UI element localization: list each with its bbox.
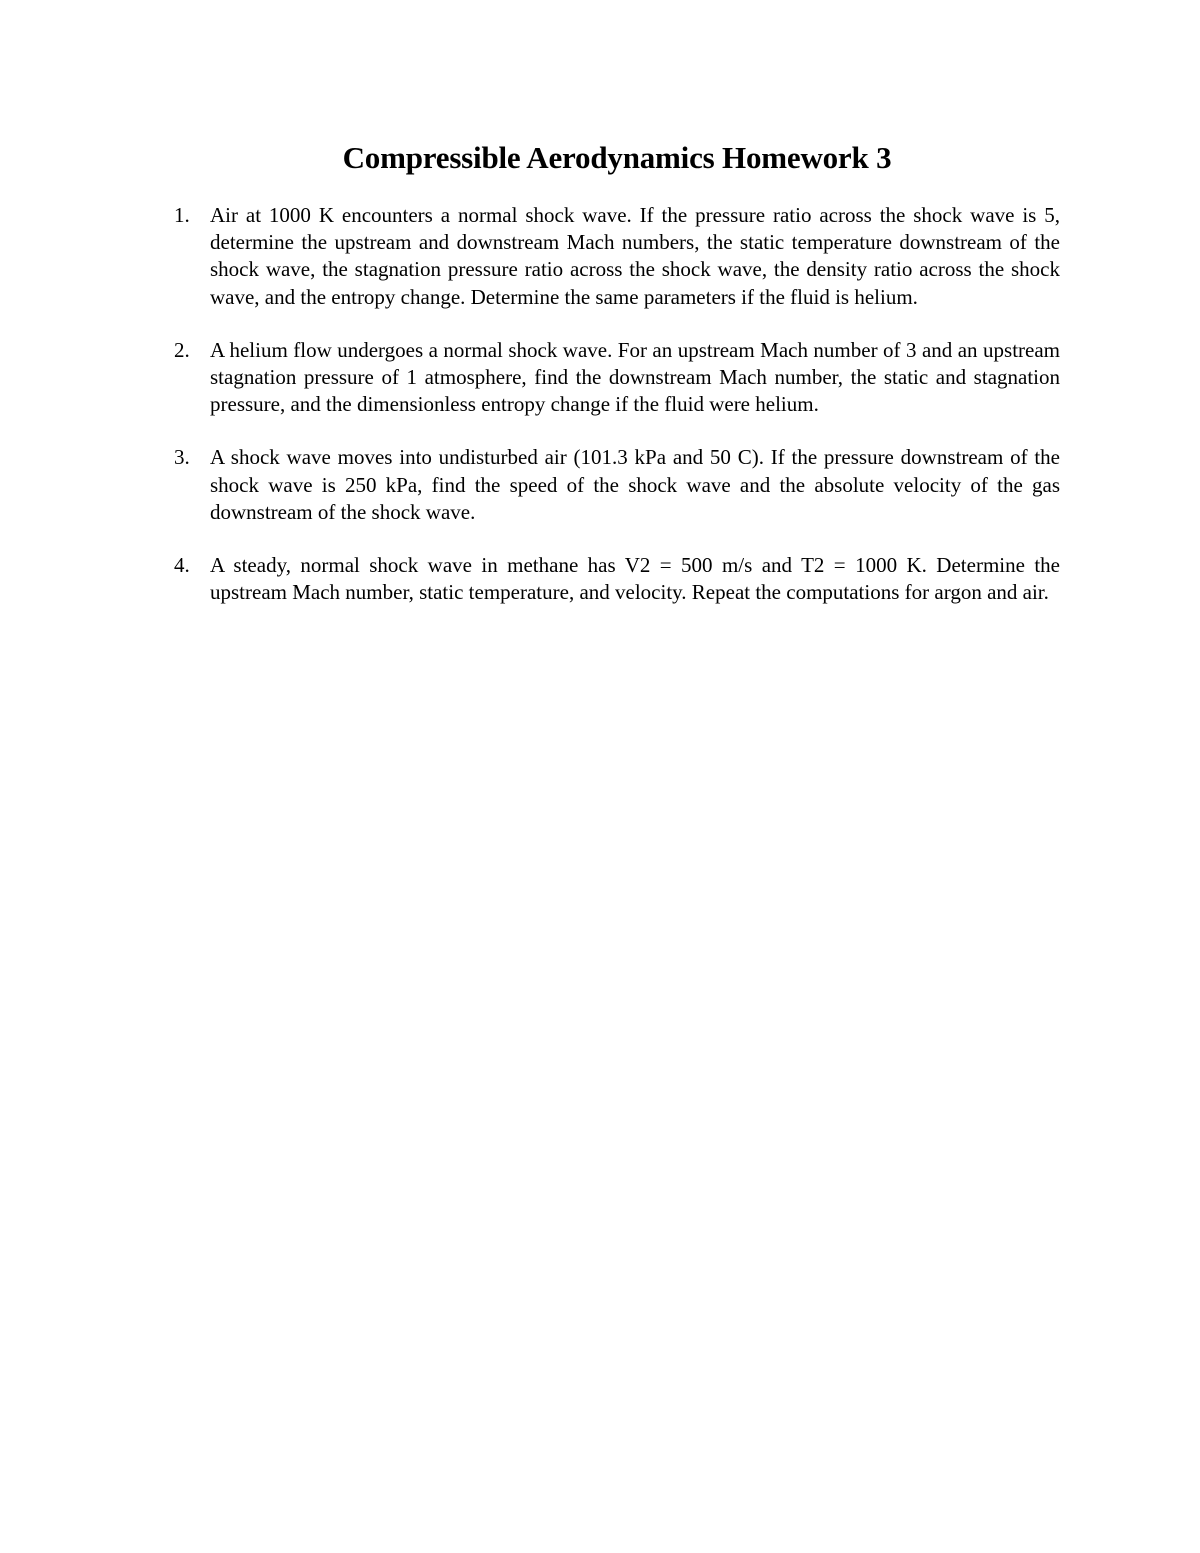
problem-list [172, 202, 1060, 632]
problem-text: A helium flow undergoes a normal shock wave. For an upstream Mach number of 3 and an upstream stagnation pressure of 1 atmosphere, find the downstream Mach number, the static and stagnation pressure, and the dimensionless entropy change if the fluid were helium. [210, 337, 1060, 417]
problem-text: A steady, normal shock wave in methane has V2 = 500 m/s and T2 = 1000 K. Determine the upstream Mach number, static temperature, and velocity. Repeat the computations for argon and air. [210, 553, 1060, 605]
problem-item-1 [172, 202, 1060, 311]
problem-number: 3. [174, 445, 190, 470]
problem-text: A shock wave moves into undisturbed air (101.3 kPa and 50 C). If the pressure downstream of the shock wave is 250 kPa, find the speed of the shock wave and the absolute velocity of the gas downstream of the shock wave. [210, 445, 1060, 524]
problem-item-4 [172, 552, 1060, 606]
problem-item-3 [172, 444, 1060, 526]
document-title: Compressible Aerodynamics Homework 3 [342, 140, 892, 175]
problem-number: 4. [174, 553, 190, 578]
problem-text: Air at 1000 K encounters a normal shock wave. If the pressure ratio across the shock wave is 5, determine the upstream and downstream Mach numbers, the static temperature downstream of the shock wave, the stagnation pressure ratio across the shock wave, the density ratio across the shock wave, and the entropy change. Determine the same parameters if the fluid is helium. [210, 203, 1060, 309]
problem-item-2 [172, 337, 1060, 419]
problem-number: 2. [174, 337, 190, 362]
problem-number: 1. [174, 203, 190, 227]
